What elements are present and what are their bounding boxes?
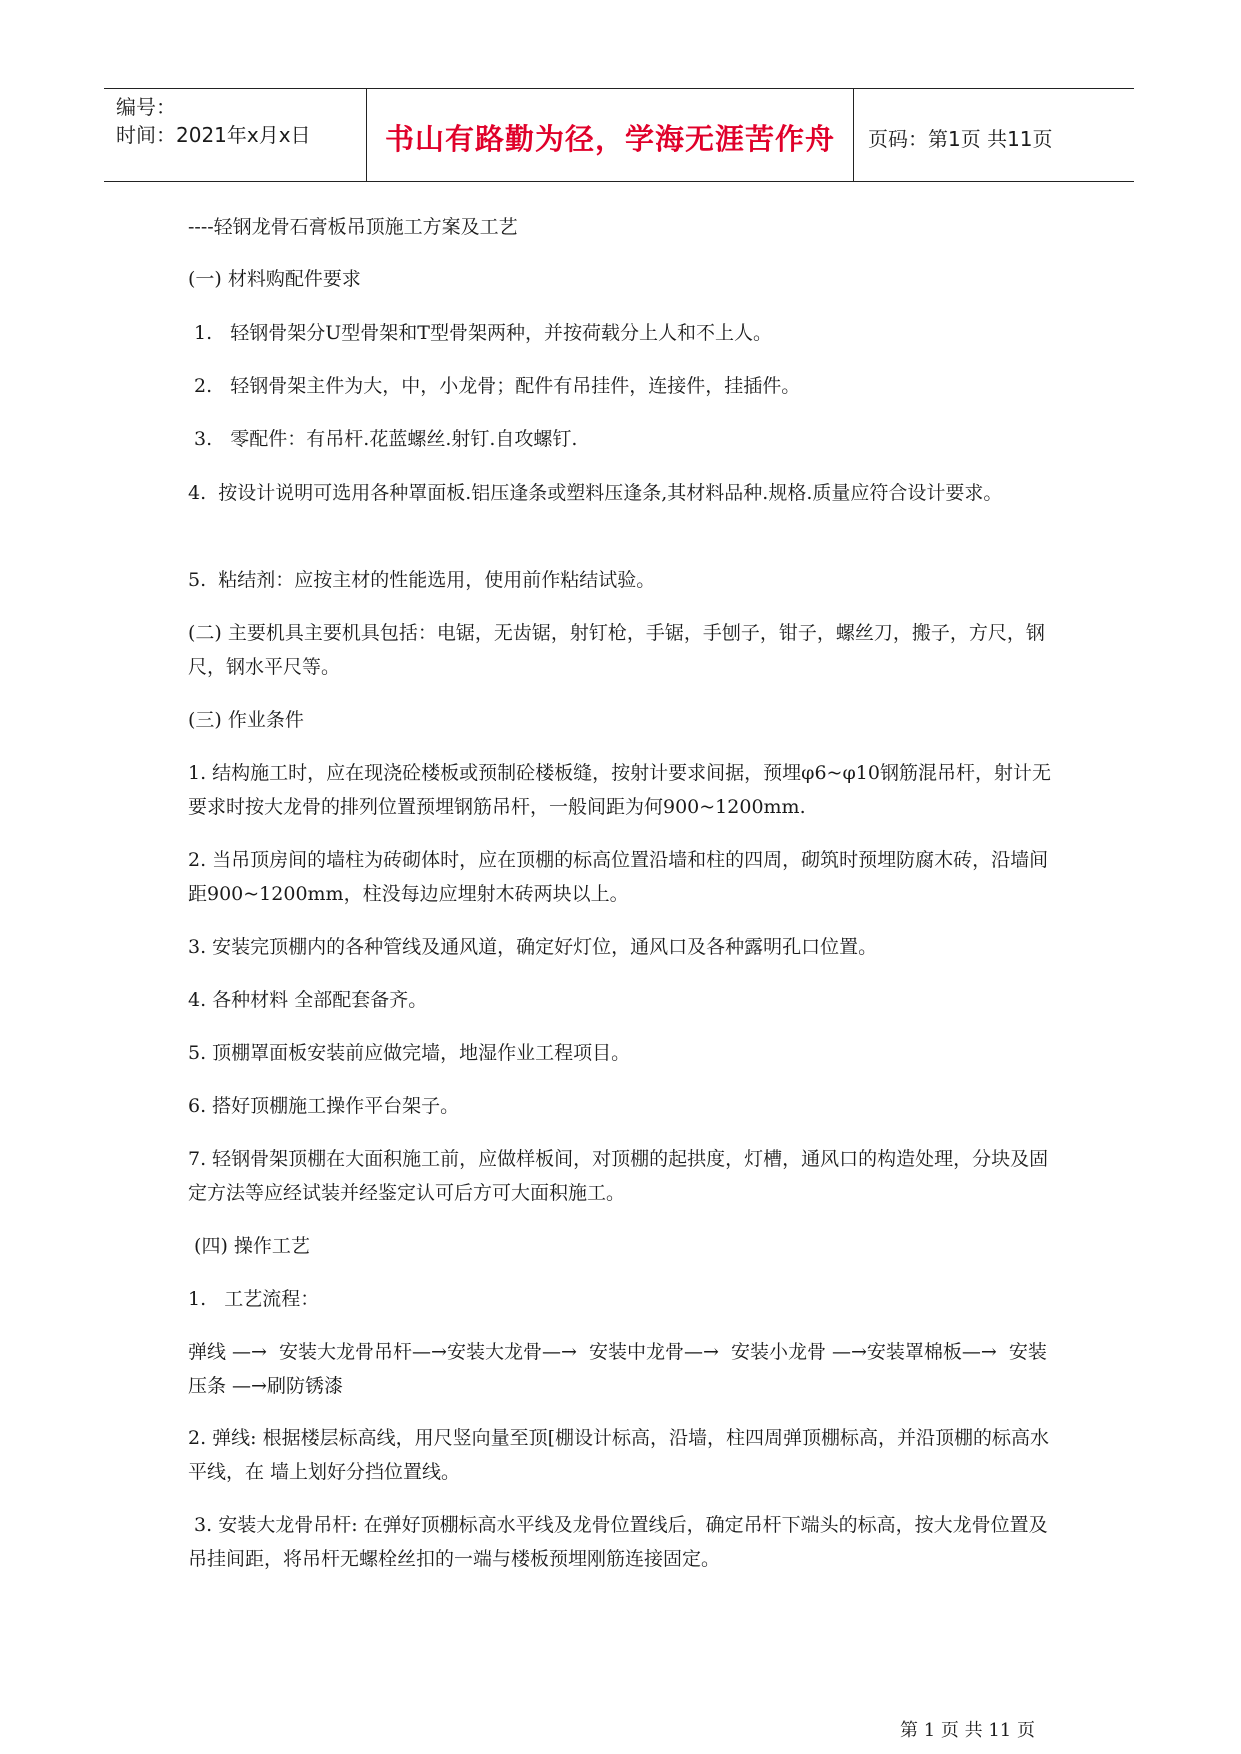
paragraph: 1. 轻钢骨架分U型骨架和T型骨架两种，并按荷载分上人和不上人。: [188, 322, 772, 344]
document-time-label: 时间：2021年x月x日: [116, 123, 311, 147]
header-page-cell: [854, 89, 1134, 181]
paragraph: 2. 弹线: 根据楼层标高线，用尺竖向量至顶[棚设计标高，沿墙，柱四周弹顶棚标高，并沿顶棚的标高水平线，在 墙上划好分挡位置线。: [188, 1427, 1050, 1483]
paragraph: 1. 工艺流程：: [188, 1288, 320, 1310]
header-page-code: 页码：第1页 共11页: [868, 127, 1053, 151]
paragraph: 3. 零配件：有吊杆.花蓝螺丝.射钉.自攻螺钉.: [188, 428, 578, 450]
paragraph: 4. 各种材料 全部配套备齐。: [188, 989, 428, 1011]
document-title: ----轻钢龙骨石膏板吊顶施工方案及工艺: [188, 216, 518, 238]
document-number-label: 编号：: [116, 95, 176, 119]
section-heading-materials: (一) 材料购配件要求: [188, 268, 361, 290]
paragraph: 7. 轻钢骨架顶棚在大面积施工前，应做样板间，对顶棚的起拱度，灯槽，通风口的构造处理，分块及固定方法等应经试装并经鉴定认可后方可大面积施工。: [188, 1148, 1049, 1204]
header-motto: 书山有路勤为径，学海无涯苦作舟: [384, 122, 835, 156]
page-header: [104, 88, 1134, 182]
paragraph: 3. 安装大龙骨吊杆: 在弹好顶棚标高水平线及龙骨位置线后，确定吊杆下端头的标高，按大龙骨位置及吊挂间距，将吊杆无螺栓丝扣的一端与楼板预埋刚筋连接固定。: [188, 1514, 1048, 1570]
header-motto-cell: [367, 89, 854, 181]
paragraph: 2. 轻钢骨架主件为大，中，小龙骨；配件有吊挂件，连接件，挂插件。: [188, 375, 801, 397]
paragraph: 1. 结构施工时，应在现浇砼楼板或预制砼楼板缝，按射计要求间据，预埋φ6~φ10钢筋混吊杆，射计无要求时按大龙骨的排列位置预埋钢筋吊杆，一般间距为何900~1200mm.: [188, 762, 1051, 818]
paragraph: 4. 按设计说明可选用各种罩面板.铝压逢条或塑料压逢条,其材料品种.规格.质量应符合设计要求。: [188, 482, 1003, 504]
paragraph: 5. 粘结剂：应按主材的性能选用，使用前作粘结试验。: [188, 569, 656, 591]
paragraph: 5. 顶棚罩面板安装前应做完墙，地湿作业工程项目。: [188, 1042, 631, 1064]
section-heading-tools: (二) 主要机具主要机具包括：电锯，无齿锯，射钉枪，手锯，手刨子，钳子，螺丝刀，搬子，方尺，钢尺，钢水平尺等。: [188, 622, 1045, 678]
paragraph: 3. 安装完顶棚内的各种管线及通风道，确定好灯位，通风口及各种露明孔口位置。: [188, 936, 878, 958]
section-heading-conditions: (三) 作业条件: [188, 709, 304, 731]
paragraph: 6. 搭好顶棚施工操作平台架子。: [188, 1095, 460, 1117]
paragraph: 2. 当吊顶房间的墙柱为砖砌体时，应在顶棚的标高位置沿墙和柱的四周，砌筑时预埋防腐木砖，沿墙间距900~1200mm，柱没每边应埋射木砖两块以上。: [188, 849, 1049, 905]
page-footer: 第 1 页 共 11 页: [900, 1720, 1035, 1741]
process-flow: 弹线 —→ 安装大龙骨吊杆—→安装大龙骨—→ 安装中龙骨—→ 安装小龙骨 —→安装罩棉板—→ 安装压条 —→刷防锈漆: [188, 1341, 1047, 1397]
header-info-cell: [104, 89, 367, 181]
section-heading-process: (四) 操作工艺: [188, 1235, 310, 1257]
